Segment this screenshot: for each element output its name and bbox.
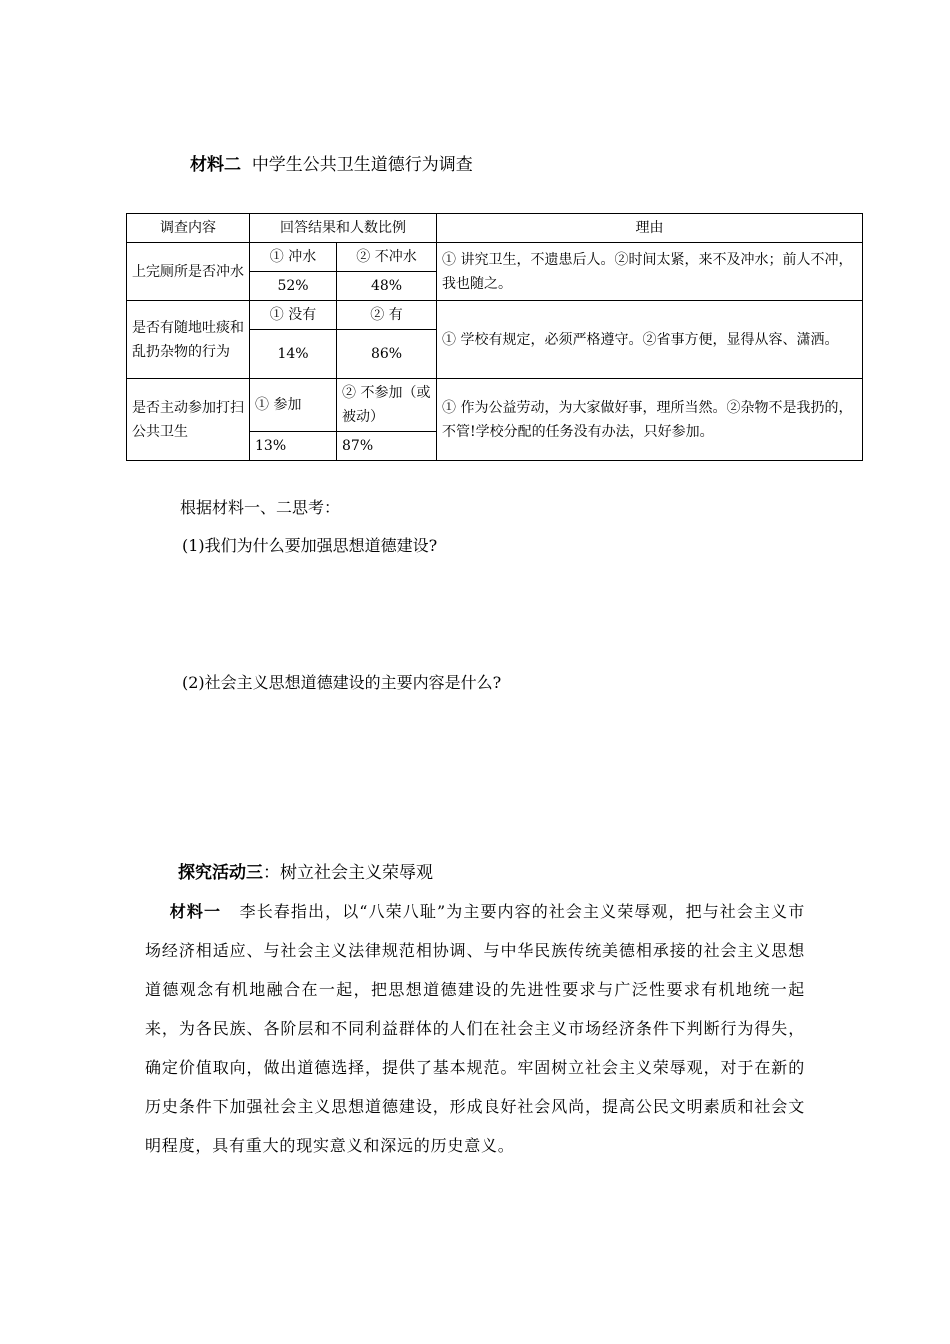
- header-topic: 调查内容: [127, 214, 250, 243]
- row-percent-2: 48%: [337, 272, 437, 301]
- question-1: (1)我们为什么要加强思想道德建设?: [182, 536, 438, 555]
- row-percent-1: 13%: [250, 432, 337, 461]
- material1-paragraph: [145, 892, 805, 1165]
- questions-intro: 根据材料一、二思考：: [180, 498, 341, 517]
- activity3-heading: [178, 858, 433, 883]
- material2-heading: [190, 150, 473, 175]
- header-results: 回答结果和人数比例: [250, 214, 437, 243]
- row-option-1: ① 没有: [250, 301, 337, 330]
- row-percent-2: 86%: [337, 330, 437, 379]
- table-row: [127, 243, 863, 272]
- material1-label: 材料一: [169, 902, 222, 921]
- header-reason: 理由: [437, 214, 863, 243]
- table-row: [127, 379, 863, 432]
- table-row: [127, 301, 863, 330]
- row-percent-2: 87%: [337, 432, 437, 461]
- row-reason: ① 讲究卫生，不遗患后人。②时间太紧，来不及冲水；前人不冲，我也随之。: [437, 243, 863, 301]
- row-reason: ① 作为公益劳动，为大家做好事，理所当然。②杂物不是我扔的，不管!学校分配的任务没有办法，只好参加。: [437, 379, 863, 461]
- material1-text: 李长春指出，以“八荣八耻”为主要内容的社会主义荣辱观，把与社会主义市场经济相适应、与社会主义法律规范相协调、与中华民族传统美德相承接的社会主义思想道德观念有机地融合在一起，把思想道德建设的先进性要求与广泛性要求有机地统一起来，为各民族、各阶层和不同利益群体的人们在社会主义市场经济条件下判断行为得失，确定价值取向，做出道德选择，提供了基本规范。牢固树立社会主义荣辱观，对于在新的历史条件下加强社会主义思想道德建设，形成良好社会风尚，提高公民文明素质和社会文明程度，具有重大的现实意义和深远的历史意义。: [145, 902, 806, 1155]
- row-option-2: ② 有: [337, 301, 437, 330]
- material2-title: 中学生公共卫生道德行为调查: [251, 155, 473, 175]
- row-topic: 是否有随地吐痰和乱扔杂物的行为: [127, 301, 250, 379]
- row-option-1: ① 参加: [250, 379, 337, 432]
- row-topic: 上完厕所是否冲水: [127, 243, 250, 301]
- row-percent-1: 52%: [250, 272, 337, 301]
- survey-table: [126, 213, 863, 461]
- row-option-2: ② 不冲水: [337, 243, 437, 272]
- question-2: (2)社会主义思想道德建设的主要内容是什么?: [182, 673, 502, 692]
- activity3-title: ：树立社会主义荣辱观: [263, 863, 433, 883]
- material2-label: 材料二: [190, 155, 241, 175]
- row-reason: ① 学校有规定，必须严格遵守。②省事方便，显得从容、潇洒。: [437, 301, 863, 379]
- row-option-2: ② 不参加（或被动）: [337, 379, 437, 432]
- row-percent-1: 14%: [250, 330, 337, 379]
- table-header-row: [127, 214, 863, 243]
- row-topic: 是否主动参加打扫公共卫生: [127, 379, 250, 461]
- activity3-label: 探究活动三: [178, 863, 263, 883]
- row-option-1: ① 冲水: [250, 243, 337, 272]
